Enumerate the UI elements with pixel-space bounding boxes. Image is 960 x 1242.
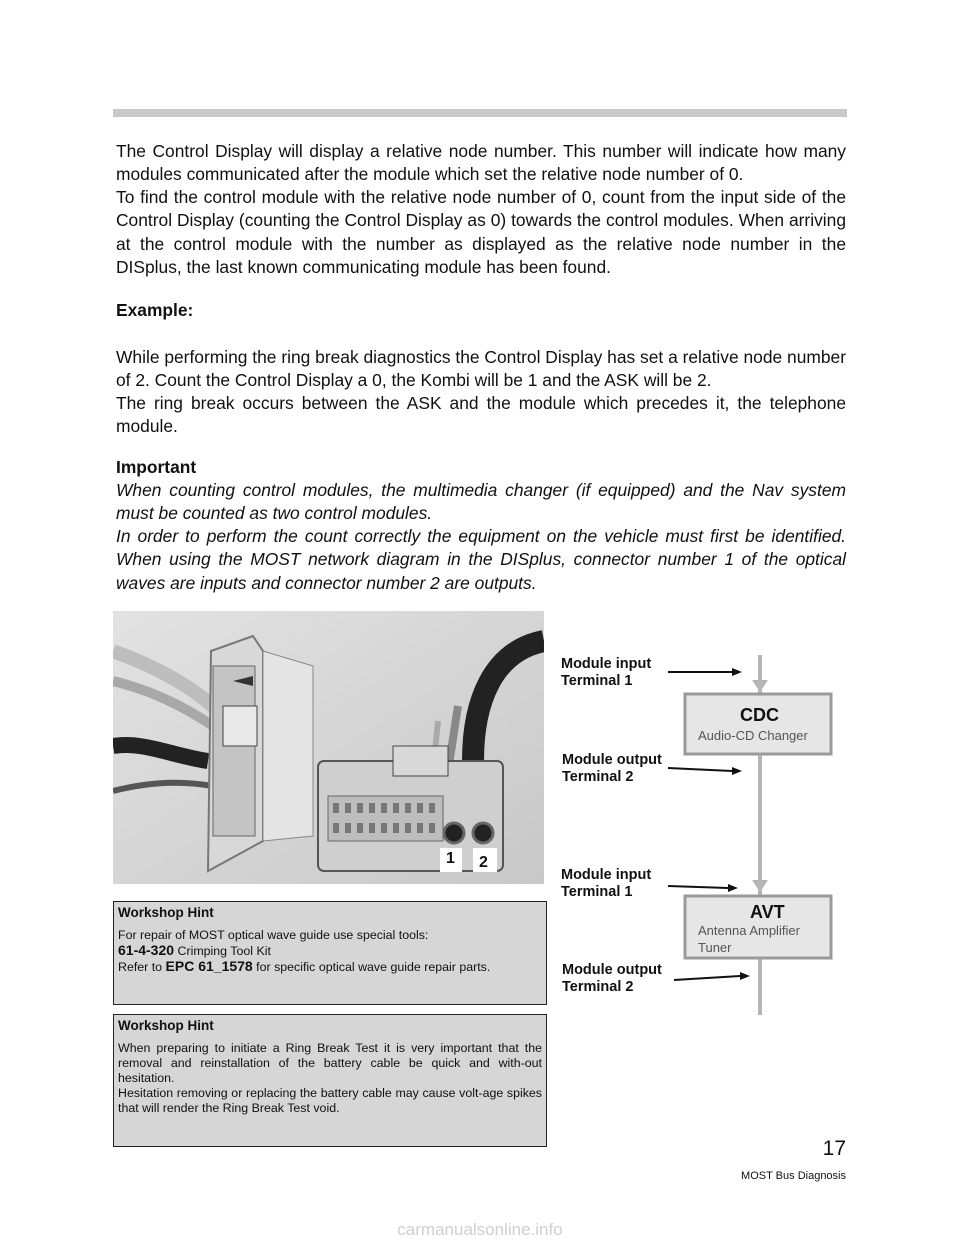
input-arrowhead-1 [752,680,768,692]
important-paragraph-1: When counting control modules, the multimedia changer (if equipped) and the Nav system must be counted as two control modules. [116,480,846,524]
tool-name: Crimping Tool Kit [174,944,271,958]
workshop-hint-2 [113,1014,547,1147]
refer-tail: for specific optical wave guide repair parts. [252,960,491,974]
important-heading: Important [116,457,197,477]
tool-code: 61-4-320 [118,942,175,958]
cdc-title: CDC [740,705,779,725]
important-paragraph-2: In order to perform the count correctly the equipment on the vehicle must first be identified. When using the MOST network diagram in the DISplus, connector number 1 of the optical waves are inputs and connector number 2 are outputs. [116,526,846,593]
hint-2-title: Workshop Hint [118,1018,214,1033]
label-module-input-2: Module input Terminal 1 [561,867,652,900]
intro-paragraph-1: The Control Display will display a relative node number. This number will indicate how many modules communicated after the module which set the relative node number of 0. [116,141,846,185]
footer-title: MOST Bus Diagnosis [741,1170,846,1182]
connector-illustration [113,611,544,884]
page-number: 17 [822,1137,846,1160]
workshop-hint-1 [113,901,547,1005]
hint-1-title: Workshop Hint [118,905,214,920]
header-rule [113,109,847,117]
hint-2-paragraph-2: Hesitation removing or replacing the battery cable may cause volt-age spikes that will render the Ring Break Test void. [118,1086,542,1115]
connector-label-1: 1 [446,850,455,867]
epc-reference: EPC 61_1578 [165,958,253,974]
hint-2-paragraph-1: When preparing to initiate a Ring Break Test it is very important that the removal and reinstallation of the battery cable be quick and with-out hesitation. [118,1041,542,1085]
avt-subtitle-1: Antenna Amplifier [698,923,800,938]
example-heading: Example: [116,300,194,320]
label-module-input-1: Module input Terminal 1 [561,656,652,689]
example-paragraph-2: The ring break occurs between the ASK and the module which precedes it, the telephone module. [116,393,846,437]
refer-text: Refer to [118,960,166,974]
hint-1-refer-line [118,959,542,975]
watermark: carmanualsonline.info [397,1220,563,1239]
connector-photo [113,611,544,884]
avt-subtitle-2: Tuner [698,940,732,955]
label-module-output-1: Module output Terminal 2 [562,752,662,785]
connector-label-2: 2 [479,854,488,871]
pointer-arrows [660,660,750,1000]
example-paragraph-1: While performing the ring break diagnostics the Control Display has set a relative node number of 2. Count the Control Display a 0, the Kombi will be 1 and the ASK will be 2. [116,347,846,391]
hint-1-line-1: For repair of MOST optical wave guide use special tools: [118,928,429,942]
intro-paragraph-2: To find the control module with the relative node number of 0, count from the input side of the Control Display (counting the Control Display as 0) towards the control modules. When arriving at the control module with the number as displayed as the relative node number in the DISplus, the last known communicating module has been found. [116,187,846,278]
hint-1-tool-line [118,943,542,959]
label-module-output-2: Module output Terminal 2 [562,962,662,995]
cdc-subtitle: Audio-CD Changer [698,728,808,743]
avt-title: AVT [750,902,785,922]
input-arrowhead-2 [752,880,768,892]
